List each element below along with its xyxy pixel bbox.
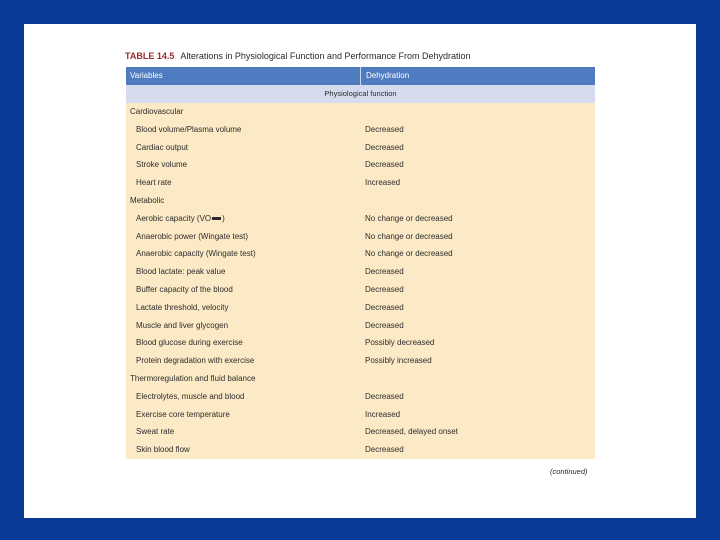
dehydration-cell: Decreased bbox=[365, 320, 404, 330]
table-row bbox=[126, 139, 595, 157]
variable-text: Lactate threshold, velocity bbox=[136, 302, 229, 312]
table-row bbox=[126, 156, 595, 174]
variable-text: Muscle and liver glycogen bbox=[136, 320, 229, 330]
dehydration-cell: Decreased bbox=[365, 142, 404, 152]
variable-cell bbox=[136, 160, 187, 169]
dehydration-cell: No change or decreased bbox=[365, 213, 453, 223]
dehydration-cell: Decreased bbox=[365, 124, 404, 134]
table-number: TABLE 14.5 bbox=[125, 51, 175, 61]
table-row bbox=[126, 388, 595, 406]
table-row bbox=[126, 174, 595, 192]
variable-text: Protein degradation with exercise bbox=[136, 356, 255, 366]
dehydration-cell: Decreased bbox=[365, 284, 404, 294]
table-row bbox=[126, 317, 595, 335]
variable-text: Anaerobic capacity (Wingate test) bbox=[136, 249, 256, 259]
table-row bbox=[126, 406, 595, 424]
header-dehydration: Dehydration bbox=[366, 71, 410, 80]
slide bbox=[24, 24, 696, 518]
variable-cell bbox=[136, 356, 254, 365]
header-variables: Variables bbox=[130, 71, 163, 80]
table-row bbox=[126, 281, 595, 299]
table-body bbox=[126, 103, 595, 459]
dehydration-cell: Decreased bbox=[365, 267, 404, 277]
variable-text: Skin blood flow bbox=[136, 445, 190, 455]
table-row bbox=[126, 334, 595, 352]
variable-cell bbox=[136, 410, 230, 419]
variable-suffix: ) bbox=[222, 213, 225, 223]
variable-text: Cardiac output bbox=[136, 142, 189, 152]
dehydration-cell: Decreased bbox=[365, 445, 404, 455]
table-row bbox=[126, 210, 595, 228]
vo2max-subscript-mark bbox=[212, 217, 221, 220]
table-row bbox=[126, 263, 595, 281]
variable-text: Metabolic bbox=[130, 195, 165, 205]
variable-cell bbox=[136, 214, 225, 223]
variable-text: Anaerobic power (Wingate test) bbox=[136, 231, 249, 241]
variable-text: Cardiovascular bbox=[130, 107, 184, 116]
dehydration-cell: Increased bbox=[365, 178, 401, 188]
variable-cell bbox=[136, 267, 225, 276]
variable-text: Blood volume/Plasma volume bbox=[136, 124, 242, 134]
variable-cell bbox=[136, 125, 241, 134]
category-row bbox=[126, 370, 595, 388]
table-row bbox=[126, 121, 595, 139]
table-row bbox=[126, 423, 595, 441]
table-row bbox=[126, 245, 595, 263]
variable-text: Blood lactate: peak value bbox=[136, 267, 226, 277]
variable-text: Heart rate bbox=[136, 178, 172, 188]
dehydration-cell: Decreased bbox=[365, 160, 404, 170]
variable-cell bbox=[136, 249, 256, 258]
variable-cell bbox=[136, 178, 172, 187]
table-subheader: Physiological function bbox=[126, 85, 595, 103]
table-title bbox=[125, 51, 471, 61]
data-table bbox=[126, 67, 595, 459]
category-label bbox=[130, 374, 255, 383]
category-label bbox=[130, 107, 183, 116]
dehydration-cell: Possibly decreased bbox=[365, 338, 435, 348]
variable-cell bbox=[136, 445, 190, 454]
variable-text: Thermoregulation and fluid balance bbox=[130, 373, 256, 383]
table-header bbox=[126, 67, 595, 85]
variable-text: Blood glucose during exercise bbox=[136, 338, 243, 348]
variable-text: Stroke volume bbox=[136, 160, 188, 170]
dehydration-cell: Possibly increased bbox=[365, 356, 432, 366]
category-row bbox=[126, 103, 595, 121]
table-row bbox=[126, 228, 595, 246]
dehydration-cell: No change or decreased bbox=[365, 249, 453, 259]
variable-cell bbox=[136, 143, 188, 152]
variable-text: Buffer capacity of the blood bbox=[136, 284, 233, 294]
variable-text: Sweat rate bbox=[136, 427, 175, 437]
category-label bbox=[130, 196, 164, 205]
variable-text: Exercise core temperature bbox=[136, 409, 230, 419]
continued-note: (continued) bbox=[550, 467, 588, 476]
table-row bbox=[126, 441, 595, 459]
variable-text: Aerobic capacity (VO bbox=[136, 213, 212, 223]
variable-cell bbox=[136, 303, 229, 312]
dehydration-cell: No change or decreased bbox=[365, 231, 453, 241]
dehydration-cell: Decreased, delayed onset bbox=[365, 427, 458, 437]
dehydration-cell: Decreased bbox=[365, 391, 404, 401]
variable-cell bbox=[136, 285, 233, 294]
dehydration-cell: Decreased bbox=[365, 302, 404, 312]
variable-text: Electrolytes, muscle and blood bbox=[136, 391, 245, 401]
header-divider bbox=[360, 67, 361, 85]
variable-cell bbox=[136, 427, 174, 436]
variable-cell bbox=[136, 338, 243, 347]
variable-cell bbox=[136, 392, 245, 401]
table-row bbox=[126, 352, 595, 370]
table-row bbox=[126, 299, 595, 317]
table-caption: Alterations in Physiological Function and Performance From Dehydration bbox=[180, 51, 471, 61]
variable-cell bbox=[136, 232, 248, 241]
dehydration-cell: Increased bbox=[365, 409, 401, 419]
variable-cell bbox=[136, 321, 228, 330]
category-row bbox=[126, 192, 595, 210]
